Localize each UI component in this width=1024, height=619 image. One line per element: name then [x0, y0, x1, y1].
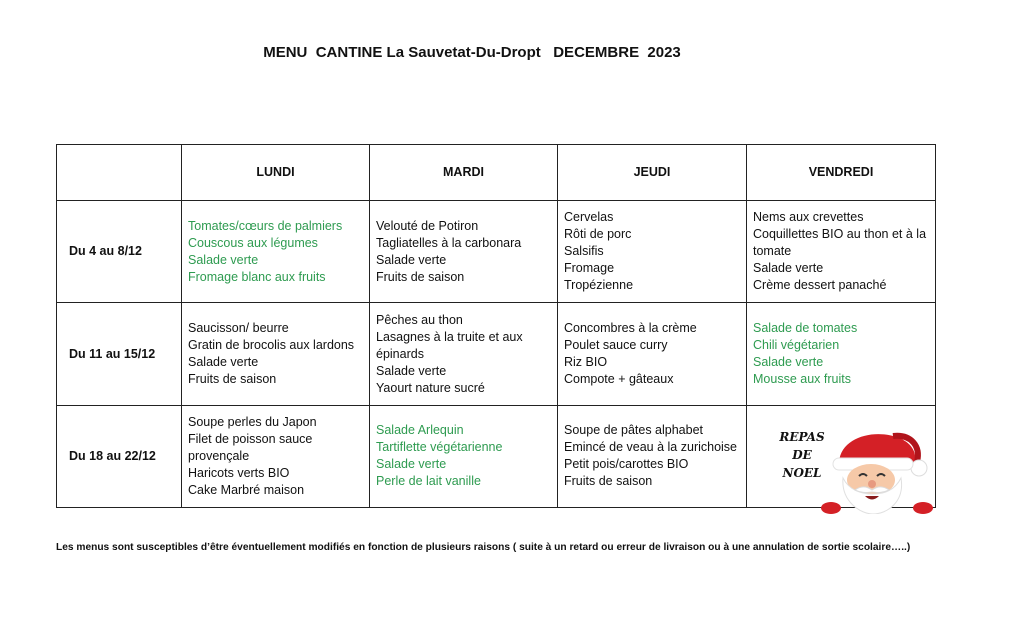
disclaimer-note: Les menus sont susceptibles d’être éventuellement modifiés en fonction de plusieurs raisons ( suite à un retard ou erreur de livraison ou à une annulation de sortie scolaire…..) — [56, 542, 911, 553]
menu-item: Salade verte — [376, 252, 447, 267]
menu-item: Mousse aux fruits — [753, 372, 851, 387]
menu-item: Yaourt nature sucré — [376, 380, 485, 395]
menu-item: Fromage — [564, 261, 615, 276]
menu-item: Nems aux crevettes — [753, 210, 864, 225]
menu-item: Poulet sauce curry — [564, 338, 668, 353]
menu-item: Saucisson/ beurre — [188, 321, 289, 336]
header-jeudi: JEUDI — [558, 145, 747, 201]
menu-item: Tartiflette végétarienne — [376, 440, 503, 455]
menu-item: Perle de lait vanille — [376, 474, 481, 489]
menu-item: Emincé de veau à la zurichoise — [564, 440, 738, 455]
menu-item: Salade de tomates — [753, 321, 858, 336]
menu-item: Concombres à la crème — [564, 321, 697, 336]
menu-item: Fruits de saison — [564, 474, 653, 489]
menu-item: Fruits de saison — [376, 269, 465, 284]
week-label: Du 18 au 22/12 — [57, 405, 182, 507]
table-row — [57, 405, 936, 507]
menu-cell-lundi — [182, 201, 370, 303]
menu-item: Velouté de Potiron — [376, 218, 479, 233]
menu-item: Lasagnes à la truite et aux épinards — [376, 329, 523, 361]
menu-item: Crème dessert panaché — [753, 278, 887, 293]
header-mardi: MARDI — [370, 145, 558, 201]
menu-item: Salsifis — [564, 244, 604, 259]
menu-item: Coquillettes BIO au thon et à la tomate — [753, 227, 927, 259]
menu-item: Chili végétarien — [753, 338, 840, 353]
menu-item: Pêches au thon — [376, 312, 463, 327]
menu-item: Riz BIO — [564, 355, 608, 370]
noel-word: REPAS — [779, 429, 825, 444]
week-label: Du 11 au 15/12 — [57, 303, 182, 405]
week-label: Du 4 au 8/12 — [57, 201, 182, 303]
table-row — [57, 201, 936, 303]
menu-item: Salade verte — [188, 355, 259, 370]
noel-word: NOEL — [782, 465, 822, 480]
menu-cell-mardi — [370, 201, 558, 303]
menu-item: Tomates/cœurs de palmiers — [188, 218, 343, 233]
menu-item: Soupe de pâtes alphabet — [564, 423, 704, 438]
corner-cell — [57, 145, 182, 201]
menu-item: Fruits de saison — [188, 372, 277, 387]
menu-cell-jeudi — [558, 405, 747, 507]
menu-cell-mardi — [370, 405, 558, 507]
menu-item: Couscous aux légumes — [188, 235, 318, 250]
page-title: MENU CANTINE La Sauvetat-Du-Dropt DECEMBRE 2023 — [263, 44, 681, 61]
santa-claus-icon — [821, 428, 933, 514]
menu-item: Cake Marbré maison — [188, 482, 305, 497]
menu-item: Haricots verts BIO — [188, 465, 290, 480]
header-lundi: LUNDI — [182, 145, 370, 201]
menu-item: Salade verte — [188, 252, 259, 267]
menu-item: Soupe perles du Japon — [188, 414, 317, 429]
menu-item: Salade verte — [753, 261, 824, 276]
menu-item: Petit pois/carottes BIO — [564, 457, 689, 472]
menu-item: Tropézienne — [564, 278, 634, 293]
menu-item: Compote + gâteaux — [564, 372, 674, 387]
noel-word: DE — [792, 447, 812, 462]
menu-item: Salade verte — [376, 457, 447, 472]
repas-de-noel-label — [777, 428, 827, 482]
menu-item: Gratin de brocolis aux lardons — [188, 338, 355, 353]
header-vendredi: VENDREDI — [747, 145, 936, 201]
menu-item: Fromage blanc aux fruits — [188, 269, 326, 284]
menu-cell-jeudi — [558, 303, 747, 405]
menu-cell-lundi — [182, 303, 370, 405]
menu-item: Cervelas — [564, 210, 614, 225]
menu-cell-vendredi — [747, 201, 936, 303]
menu-table — [56, 144, 936, 508]
menu-cell-jeudi — [558, 201, 747, 303]
menu-item: Rôti de porc — [564, 227, 632, 242]
menu-cell-mardi — [370, 303, 558, 405]
menu-item: Salade verte — [753, 355, 824, 370]
menu-cell-vendredi-noel — [747, 405, 936, 507]
menu-item: Salade Arlequin — [376, 423, 464, 438]
menu-cell-lundi — [182, 405, 370, 507]
menu-item: Filet de poisson sauce provençale — [188, 431, 313, 463]
table-row — [57, 303, 936, 405]
table-header-row — [57, 145, 936, 201]
menu-item: Salade verte — [376, 363, 447, 378]
menu-cell-vendredi — [747, 303, 936, 405]
menu-item: Tagliatelles à la carbonara — [376, 235, 522, 250]
